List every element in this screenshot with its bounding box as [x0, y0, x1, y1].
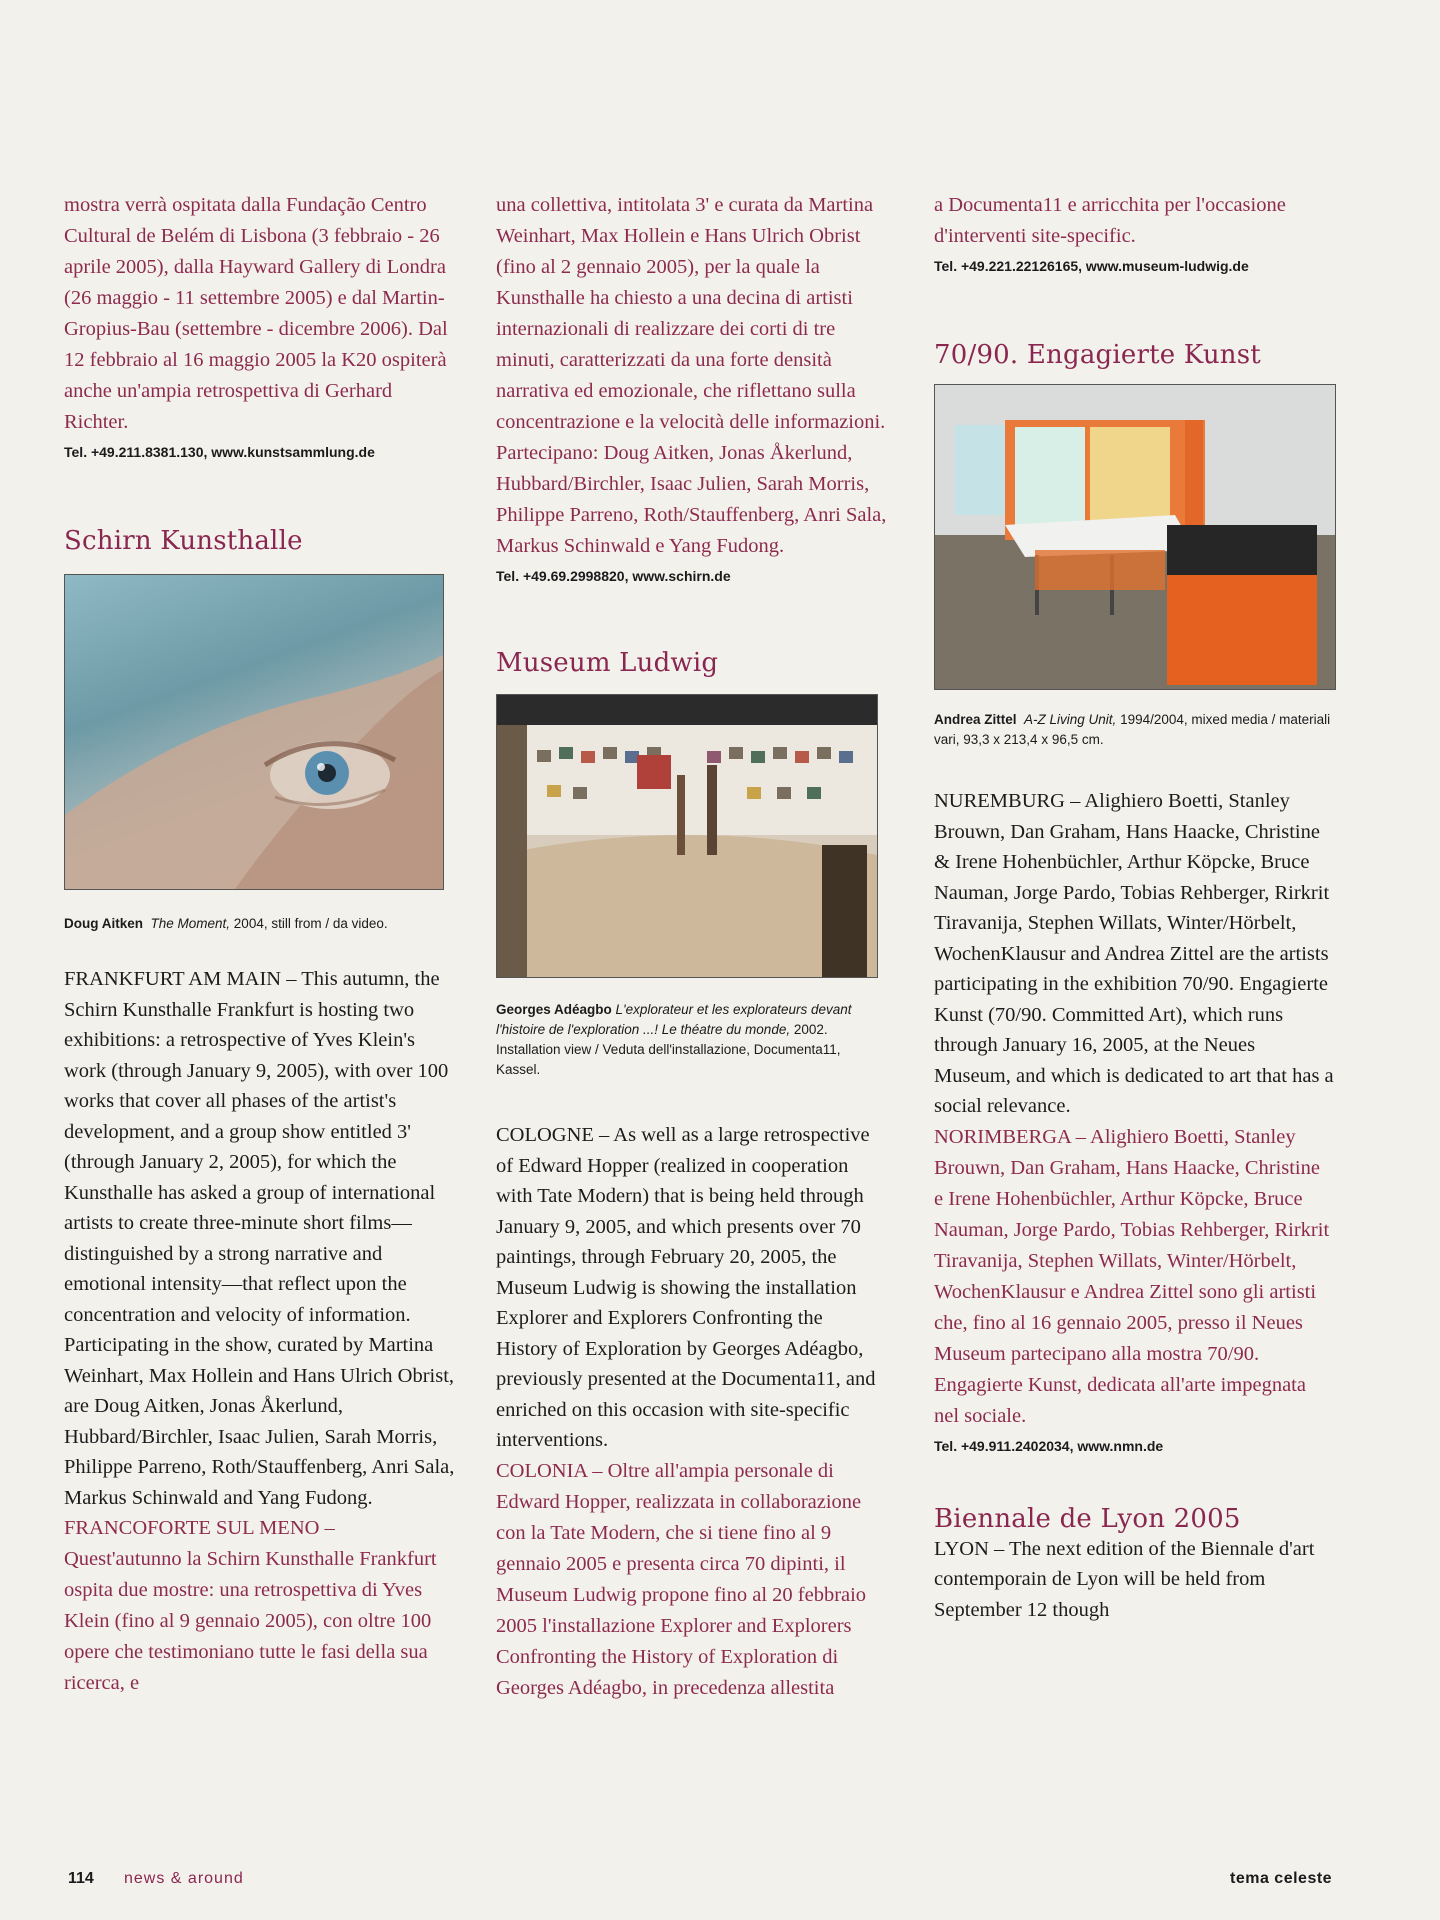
- adeagbo-caption: [496, 1000, 888, 1080]
- magazine-name: tema celeste: [1230, 1870, 1333, 1887]
- schirn-contact: Tel. +49.69.2998820, www.schirn.de: [496, 568, 731, 584]
- ludwig-it-continued: a Documenta11 e arricchita per l'occasione d'interventi site-specific.: [934, 194, 1286, 247]
- schirn-it-continued: una collettiva, intitolata 3' e curata da Martina Weinhart, Max Hollein e Hans Ulrich Obrist (fino al 2 gennaio 2005), per la quale la Kunsthalle ha chiesto a una decina di artisti internazionali di realizzare dei corti di tre minuti, caratterizzati da una forte densità narrativa ed emozionale, che riflettano sulla concentrazione e la velocità delle informazioni. Partecipano: Doug Aitken, Jonas Åkerlund, Hubbard/Birchler, Isaac Julien, Sarah Morris, Philippe Parreno, Roth/Stauffenberg, Anri Sala, Markus Schinwald e Yang Fudong.: [496, 194, 887, 557]
- caption-title: The Moment,: [150, 916, 231, 931]
- engagierte-kunst-heading: 70/90. Engagierte Kunst: [934, 340, 1261, 370]
- living-unit-image: [935, 385, 1335, 689]
- colonia-it-text: COLONIA – Oltre all'ampia personale di Edward Hopper, realizzata in collaborazione con la Tate Modern, che si tiene fino al 9 gennaio 2005 e presenta circa 70 dipinti, il Museum Ludwig propone fino al 20 febbraio 2005 l'installazione Explorer and Explorers Confronting the History of Exploration di Georges Adéagbo, in precedenza allestita: [496, 1459, 867, 1699]
- section-name: news & around: [124, 1870, 244, 1887]
- kunstsammlung-contact: Tel. +49.211.8381.130, www.kunstsammlung.de: [64, 444, 375, 460]
- zittel-caption: [934, 710, 1334, 750]
- column-3: [934, 190, 1334, 1625]
- doug-aitken-caption: [64, 914, 456, 934]
- page-number: 114: [68, 1870, 94, 1887]
- caption-details: 2004, still from / da video.: [230, 916, 388, 931]
- caption-details: 2002. Installation view / Veduta dell'installazione, Documenta11, Kassel.: [496, 1022, 841, 1077]
- column-1: [64, 190, 456, 1699]
- caption-details: 1994/2004, mixed media / materiali vari, 93,3 x 213,4 x 96,5 cm.: [934, 712, 1331, 747]
- doug-aitken-photo: [64, 574, 444, 890]
- francoforte-it-text: FRANCOFORTE SUL MENO – Quest'autunno la Schirn Kunsthalle Frankfurt ospita due mostre: una retrospettiva di Yves Klein (fino al 9 gennaio 2005), con oltre 100 opere che testimoniano tutte le fasi della sua ricerca, e: [64, 1517, 437, 1694]
- caption-artist: Andrea Zittel: [934, 712, 1017, 727]
- norimberga-it-text: NORIMBERGA – Alighiero Boetti, Stanley Brouwn, Dan Graham, Hans Haacke, Christine e Irene Hohenbüchler, Arthur Köpcke, Bruce Nauman, Jorge Pardo, Tobias Rehberger, Rirkrit Tiravanija, Stephen Willats, Winter/Hörbelt, WochenKlausur e Andrea Zittel sono gli artisti che, fino al 16 gennaio 2005, presso il Neues Museum partecipano alla mostra 70/90. Engagierte Kunst, dedicata all'arte impegnata nel sociale.: [934, 1125, 1330, 1427]
- frankfurt-en-text: FRANKFURT AM MAIN – This autumn, the Schirn Kunsthalle Frankfurt is hosting two exhibitions: a retrospective of Yves Klein's work (through January 9, 2005), with over 100 works that cover all phases of the artist's development, and a group show entitled 3' (through January 2, 2005), for which the Kunsthalle has asked a group of international artists to create three-minute short films—distinguished by a strong narrative and emotional intensity—that reflect upon the concentration and velocity of information. Participating in the show, curated by Martina Weinhart, Max Hollein and Hans Ulrich Obrist, are Doug Aitken, Jonas Åkerlund, Hubbard/Birchler, Isaac Julien, Sarah Morris, Philippe Parreno, Roth/Stauffenberg, Anri Sala, Markus Schinwald and Yang Fudong.: [64, 968, 455, 1509]
- caption-title: A-Z Living Unit,: [1024, 712, 1117, 727]
- nmn-contact: Tel. +49.911.2402034, www.nmn.de: [934, 1437, 1164, 1454]
- installation-image: [497, 695, 877, 977]
- kunstsammlung-it-continued: mostra verrà ospitata dalla Fundação Centro Cultural de Belém di Lisbona (3 febbraio - 26 aprile 2005), dalla Hayward Gallery di Londra (26 maggio - 11 settembre 2005) e dal Martin-Gropius-Bau (settembre - dicembre 2006). Dal 12 febbraio al 16 maggio 2005 la K20 ospiterà anche un'ampia retrospettiva di Gerhard Richter.: [64, 194, 448, 433]
- zittel-living-unit-photo: [934, 384, 1336, 690]
- schirn-heading: Schirn Kunsthalle: [64, 526, 303, 556]
- cologne-en-text: COLOGNE – As well as a large retrospective of Edward Hopper (realized in cooperation with Tate Modern) that is being held through January 9, 2005, and which presents over 70 paintings, through February 20, 2005, the Museum Ludwig is showing the installation Explorer and Explorers Confronting the History of Exploration by Georges Adéagbo, previously presented at the Documenta11, and enriched on this occasion with site-specific interventions.: [496, 1124, 876, 1451]
- eye-closeup-image: [65, 575, 443, 889]
- biennale-lyon-heading: Biennale de Lyon 2005: [934, 1503, 1241, 1534]
- museum-ludwig-heading: Museum Ludwig: [496, 648, 719, 678]
- caption-artist: Doug Aitken: [64, 916, 143, 931]
- nuremburg-en-text: NUREMBURG – Alighiero Boetti, Stanley Brouwn, Dan Graham, Hans Haacke, Christine & Irene Hohenbüchler, Arthur Köpcke, Bruce Nauman, Jorge Pardo, Tobias Rehberger, Rirkrit Tiravanija, Stephen Willats, Winter/Hörbelt, WochenKlausur and Andrea Zittel are the artists participating in the exhibition 70/90. Engagierte Kunst (70/90. Committed Art), which runs through January 16, 2005, at the Neues Museum, and which is dedicated to art that has a social relevance.: [934, 790, 1334, 1117]
- lyon-en-text: LYON – The next edition of the Biennale d'art contemporain de Lyon will be held from September 12 though: [934, 1537, 1315, 1621]
- adeagbo-installation-photo: [496, 694, 878, 978]
- column-2: [496, 190, 888, 1704]
- caption-artist: Georges Adéagbo: [496, 1002, 612, 1017]
- ludwig-contact: Tel. +49.221.22126165, www.museum-ludwig.de: [934, 258, 1249, 274]
- caption-title: L'explorateur et les explorateurs devant l'histoire de l'exploration ...! Le théatre du monde,: [496, 1002, 852, 1037]
